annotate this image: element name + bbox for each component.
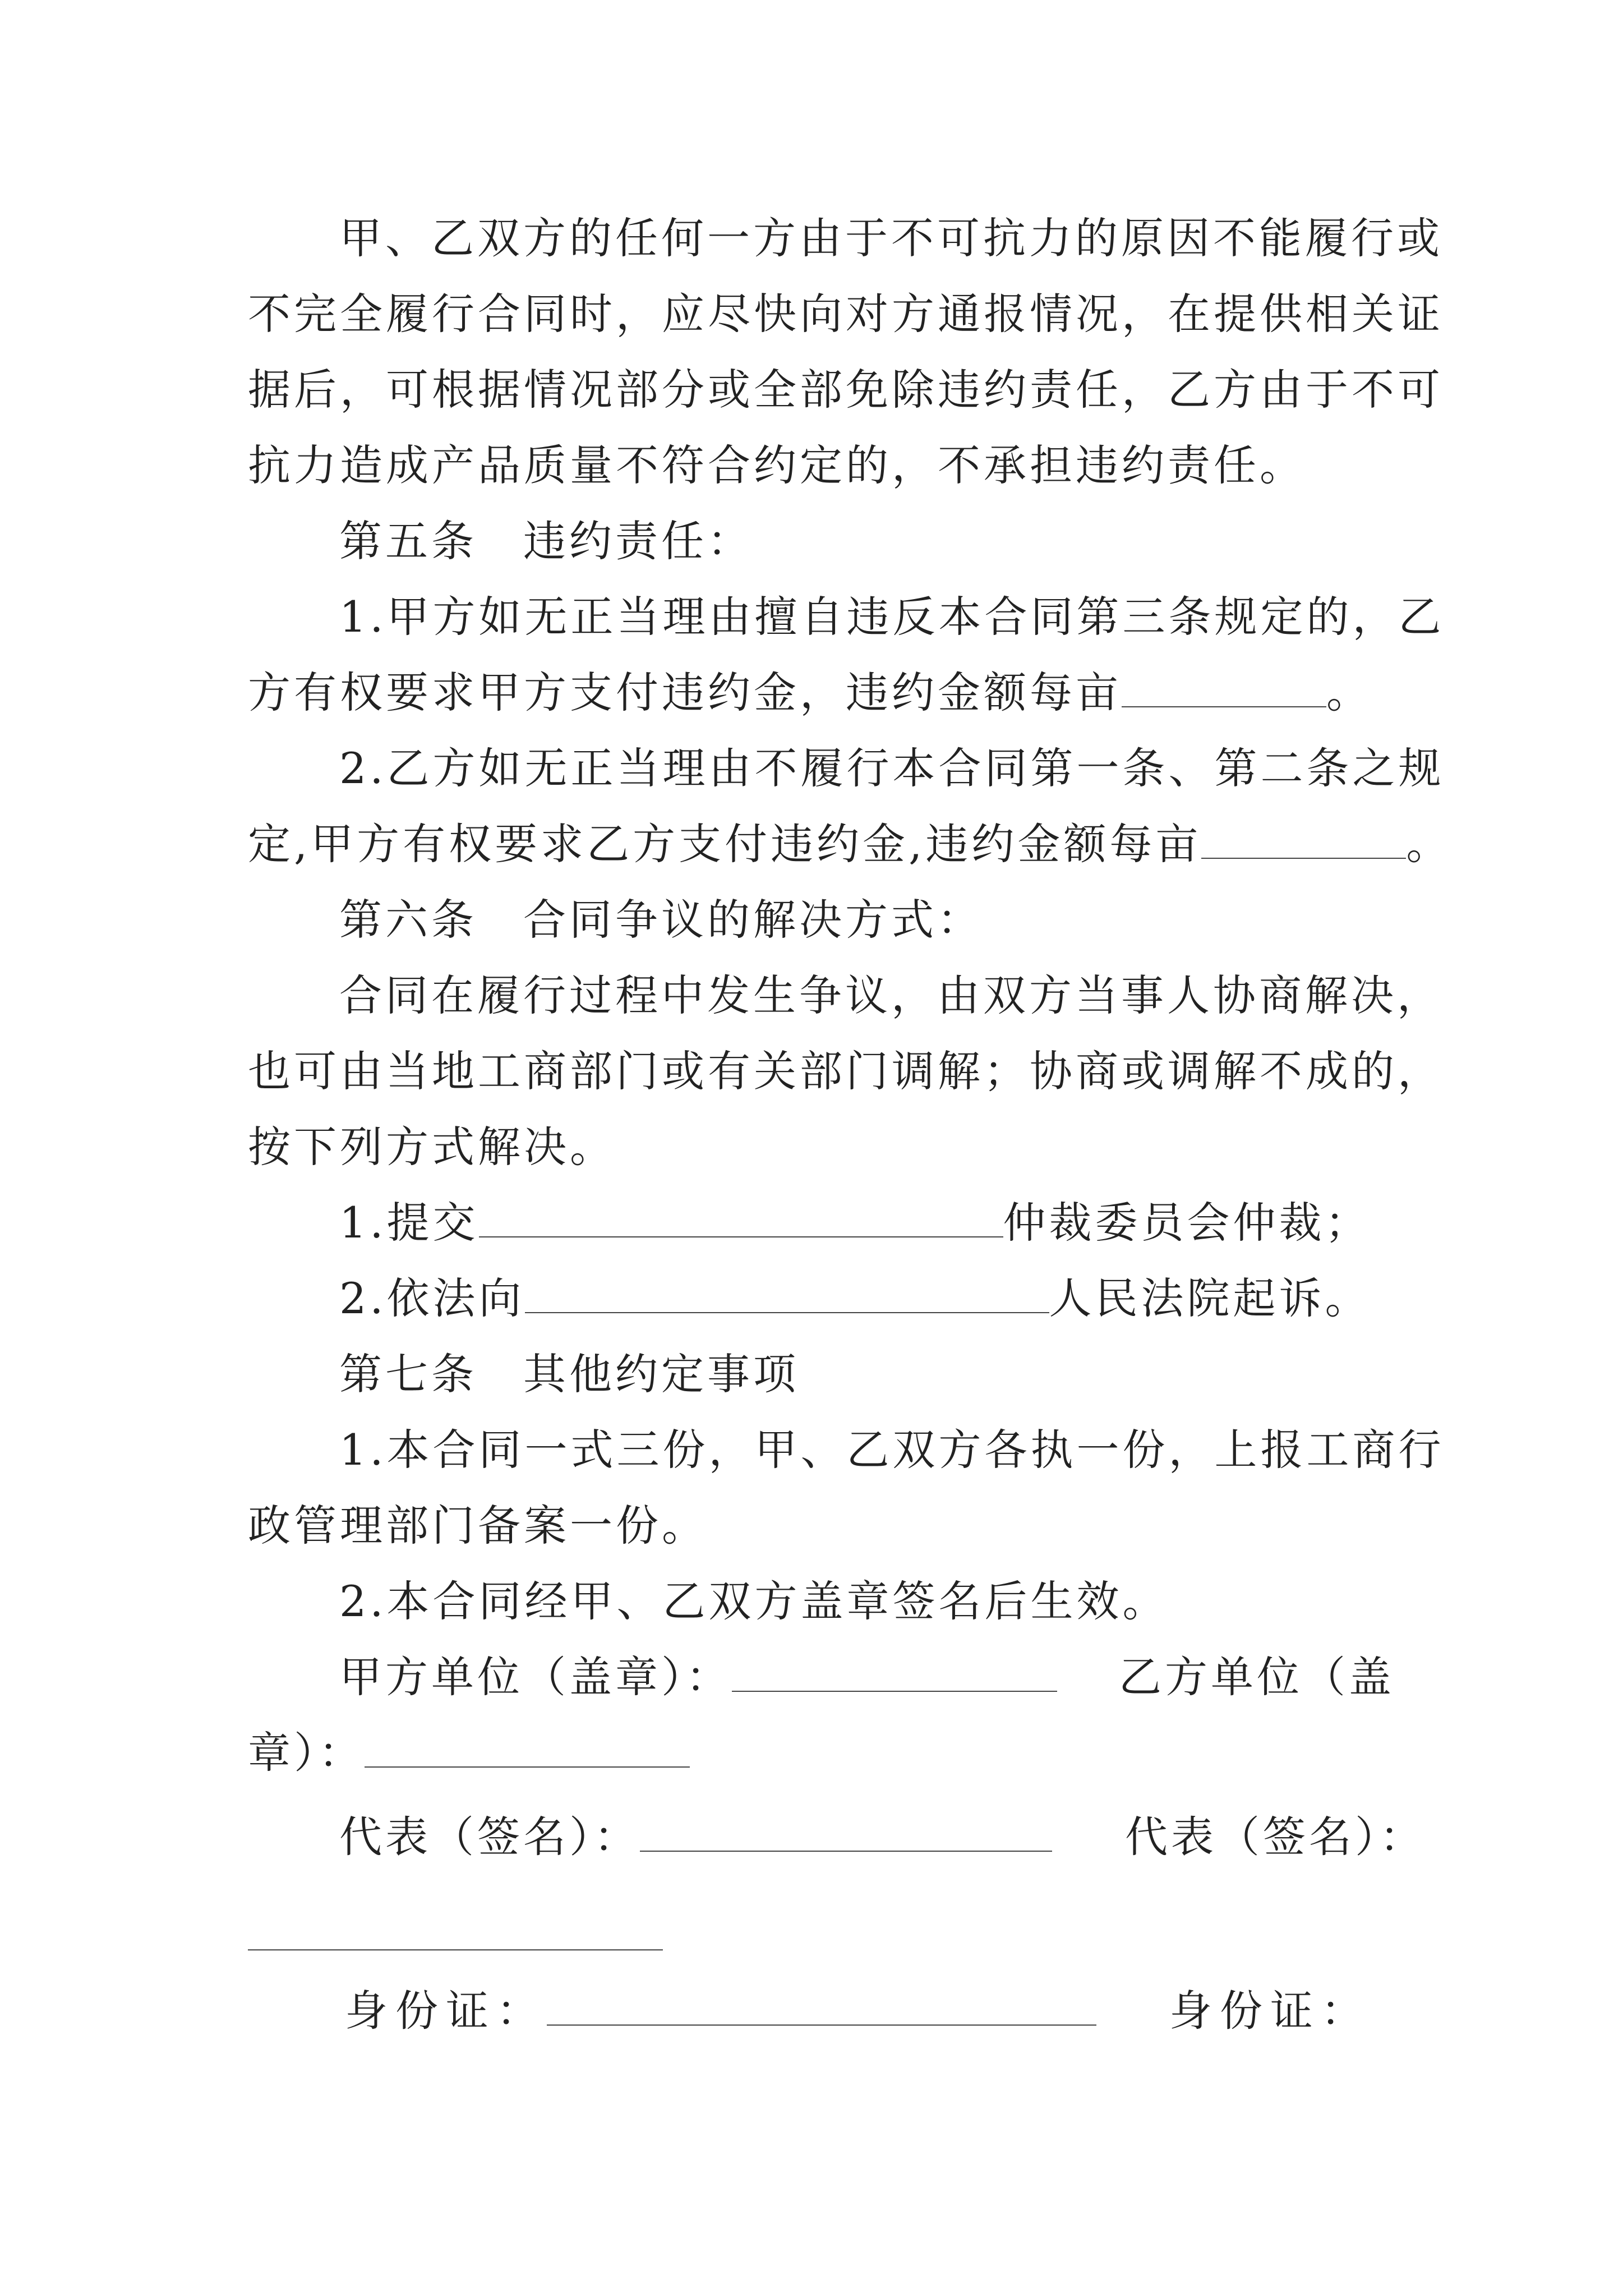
article6-para-line3: 按下列方式解决。 (248, 1122, 616, 1172)
article6-option2 (339, 1271, 1371, 1327)
rep-a-signature-blank[interactable] (640, 1811, 1052, 1852)
article5-item2-line2 (248, 816, 1452, 872)
party-a-seal-blank[interactable] (732, 1651, 1057, 1692)
representatives-line (339, 1809, 1426, 1865)
court-prefix: 2.依法向 (339, 1273, 525, 1323)
article6-para-line2: 也可由当地工商部门或有关部门调解；协商或调解不成的， (248, 1046, 1444, 1096)
party-b-unit-label: 乙方单位（盖 (1119, 1652, 1395, 1702)
rep-a-label: 代表（签名）： (339, 1812, 640, 1862)
article5-item2-text: 定,甲方有权要求乙方支付违约金,违约金额每亩 (248, 819, 1202, 869)
court-suffix: 人民法院起诉。 (1049, 1273, 1371, 1323)
article6-para-line1: 合同在履行过程中发生争议，由双方当事人协商解决， (339, 970, 1443, 1020)
party-a-unit-label: 甲方单位（盖章）： (339, 1652, 732, 1702)
force-majeure-line-2: 不完全履行合同时，应尽快向对方通报情况，在提供相关证 (248, 289, 1444, 339)
article7-item2: 2.本合同经甲、乙双方盖章签名后生效。 (339, 1576, 1169, 1626)
article7-item1-line1: 1.本合同一式三份，甲、乙双方各执一份，上报工商行 (339, 1425, 1445, 1475)
arbitration-suffix: 仲裁委员会仲裁； (1003, 1198, 1371, 1248)
id-a-blank[interactable] (547, 1985, 1096, 2026)
force-majeure-line-1: 甲、乙双方的任何一方由于不可抗力的原因不能履行或 (339, 213, 1443, 263)
court-name-blank[interactable] (525, 1273, 1049, 1313)
article5-item1-end: 。 (1326, 668, 1372, 717)
article5-item1-text: 方有权要求甲方支付违约金，违约金额每亩 (248, 668, 1122, 717)
force-majeure-line-3: 据后，可根据情况部分或全部免除违约责任，乙方由于不可 (248, 365, 1444, 415)
article7-heading: 第七条 其他约定事项 (339, 1349, 799, 1399)
article6-option1 (339, 1195, 1371, 1251)
party-b-unit-line (248, 1725, 690, 1781)
article6-heading: 第六条 合同争议的解决方式： (339, 895, 983, 945)
id-a-label: 身份证： (345, 1986, 547, 2036)
force-majeure-line-4: 抗力造成产品质量不符合约定的，不承担违约责任。 (248, 440, 1306, 490)
rep-b-label: 代表（签名）： (1125, 1812, 1426, 1862)
rep-b-signature-blank[interactable] (248, 1949, 663, 1950)
arbitration-prefix: 1.提交 (339, 1198, 479, 1248)
id-line (345, 1983, 1371, 2039)
article5-item1-line2 (248, 665, 1372, 721)
article7-item1-line2: 政管理部门备案一份。 (248, 1501, 708, 1550)
article5-heading: 第五条 违约责任： (339, 516, 753, 566)
penalty-amount-a-blank[interactable] (1122, 667, 1326, 707)
article5-item1-line1: 1.甲方如无正当理由擅自违反本合同第三条规定的，乙 (339, 592, 1445, 642)
article5-item2-line1: 2.乙方如无正当理由不履行本合同第一条、第二条之规 (339, 743, 1445, 793)
arbitration-committee-blank[interactable] (479, 1197, 1003, 1237)
article5-item2-end: 。 (1406, 819, 1453, 869)
party-b-unit-label-end: 章）： (248, 1728, 365, 1778)
party-b-seal-blank[interactable] (365, 1727, 690, 1768)
party-units-line (339, 1649, 1395, 1705)
id-b-label: 身份证： (1169, 1986, 1371, 2036)
penalty-amount-b-blank[interactable] (1201, 818, 1406, 859)
